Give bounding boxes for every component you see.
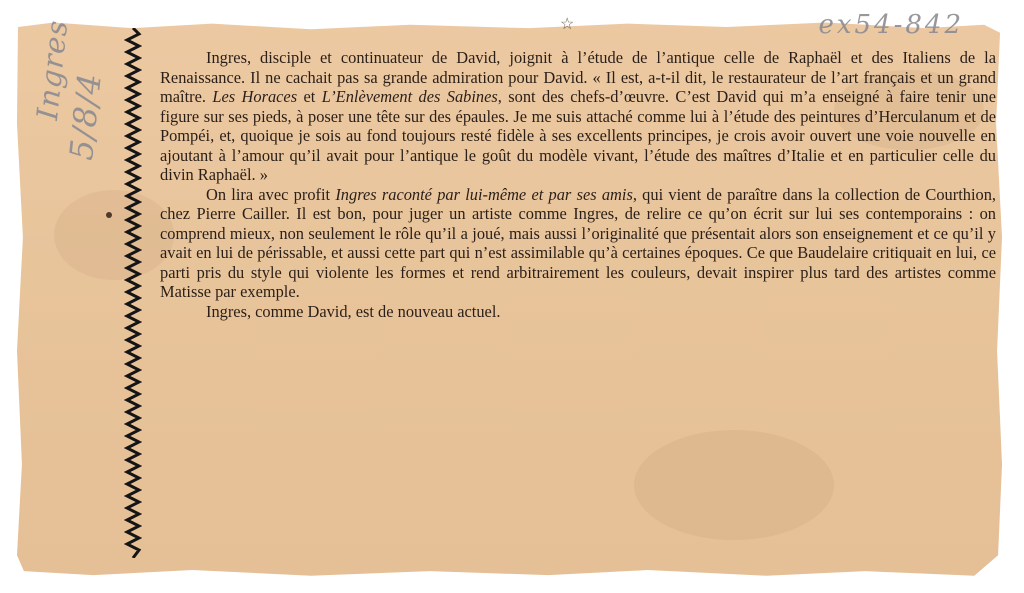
ink-dot — [106, 212, 112, 218]
handwritten-reference: ex54-842 — [818, 10, 964, 40]
paragraph-1-part-2: et — [297, 87, 322, 106]
title-les-horaces: Les Horaces — [212, 87, 298, 106]
handwritten-name: Ingres — [30, 17, 75, 122]
title-enlevement-des-sabines: L’Enlèvement des Sabines — [321, 87, 498, 106]
paragraph-2 — [160, 185, 996, 302]
paper-stain — [634, 430, 834, 540]
paragraph-1-part-3: , sont des chefs-d’œuvre. C’est David qui m’a enseigné à faire tenir une figure sur ses pieds, à poser une tête sur des épaules. Je me suis attaché comme lui à l’étude des peintures d’Herculanum et de Pompéi, et, quoique je sois au fond toujours resté fidèle à ses excellents principes, je crois avoir ouvert une voie nouvelle en ajoutant à l’amour qu’il avait pour l’antique le goût du modèle vivant, l’étude des maîtres d’Italie et en particulier celle du divin Raphaël. » — [160, 87, 997, 184]
paragraph-1 — [160, 48, 996, 185]
paragraph-2-part-1: On lira avec profit — [206, 184, 336, 204]
paper-stain — [54, 190, 174, 280]
paragraph-3: Ingres, comme David, est de nouveau actuel. — [206, 301, 501, 321]
paragraph-2-part-2: , qui vient de paraître dans la collection de Courthion, chez Pierre Cailler. Il est bon, pour juger un artiste comme Ingres, de relire ce qu’on écrit sur lui ses contemporains : on comprend mieux, non seulement le rôle qu’il a joué, mais aussi l’originalité que présentait alors son enseignement et ce qu’il y avait en lui de périssable, et aussi cette part qui n’est assimilable qu’à certaines époques. Ce que Baudelaire critiquait en lui, ce parti pris du style qui violente les formes et rend arbitrairement les couleurs, devait inspirer plus tard des artistes comme Matisse par exemple. — [160, 184, 996, 301]
title-ingres-raconte: Ingres raconté par lui-même et par ses amis — [335, 184, 633, 204]
star-mark-icon: ☆ — [560, 16, 575, 33]
article-text — [160, 48, 996, 321]
handwritten-date: 5/8/4 — [62, 70, 109, 162]
zigzag-line — [127, 28, 139, 558]
paragraph-1-part-1: Ingres, disciple et continuateur de David, joignit à l’étude de l’antique celle de Raphaël et des Italiens de la Renaissance. Il ne cachait pas sa grande admiration pour David. « Il est, a-t-il dit, le restaurateur de l’art français et un grand maître. — [160, 48, 996, 106]
cut-edge-zigzag — [124, 28, 142, 558]
